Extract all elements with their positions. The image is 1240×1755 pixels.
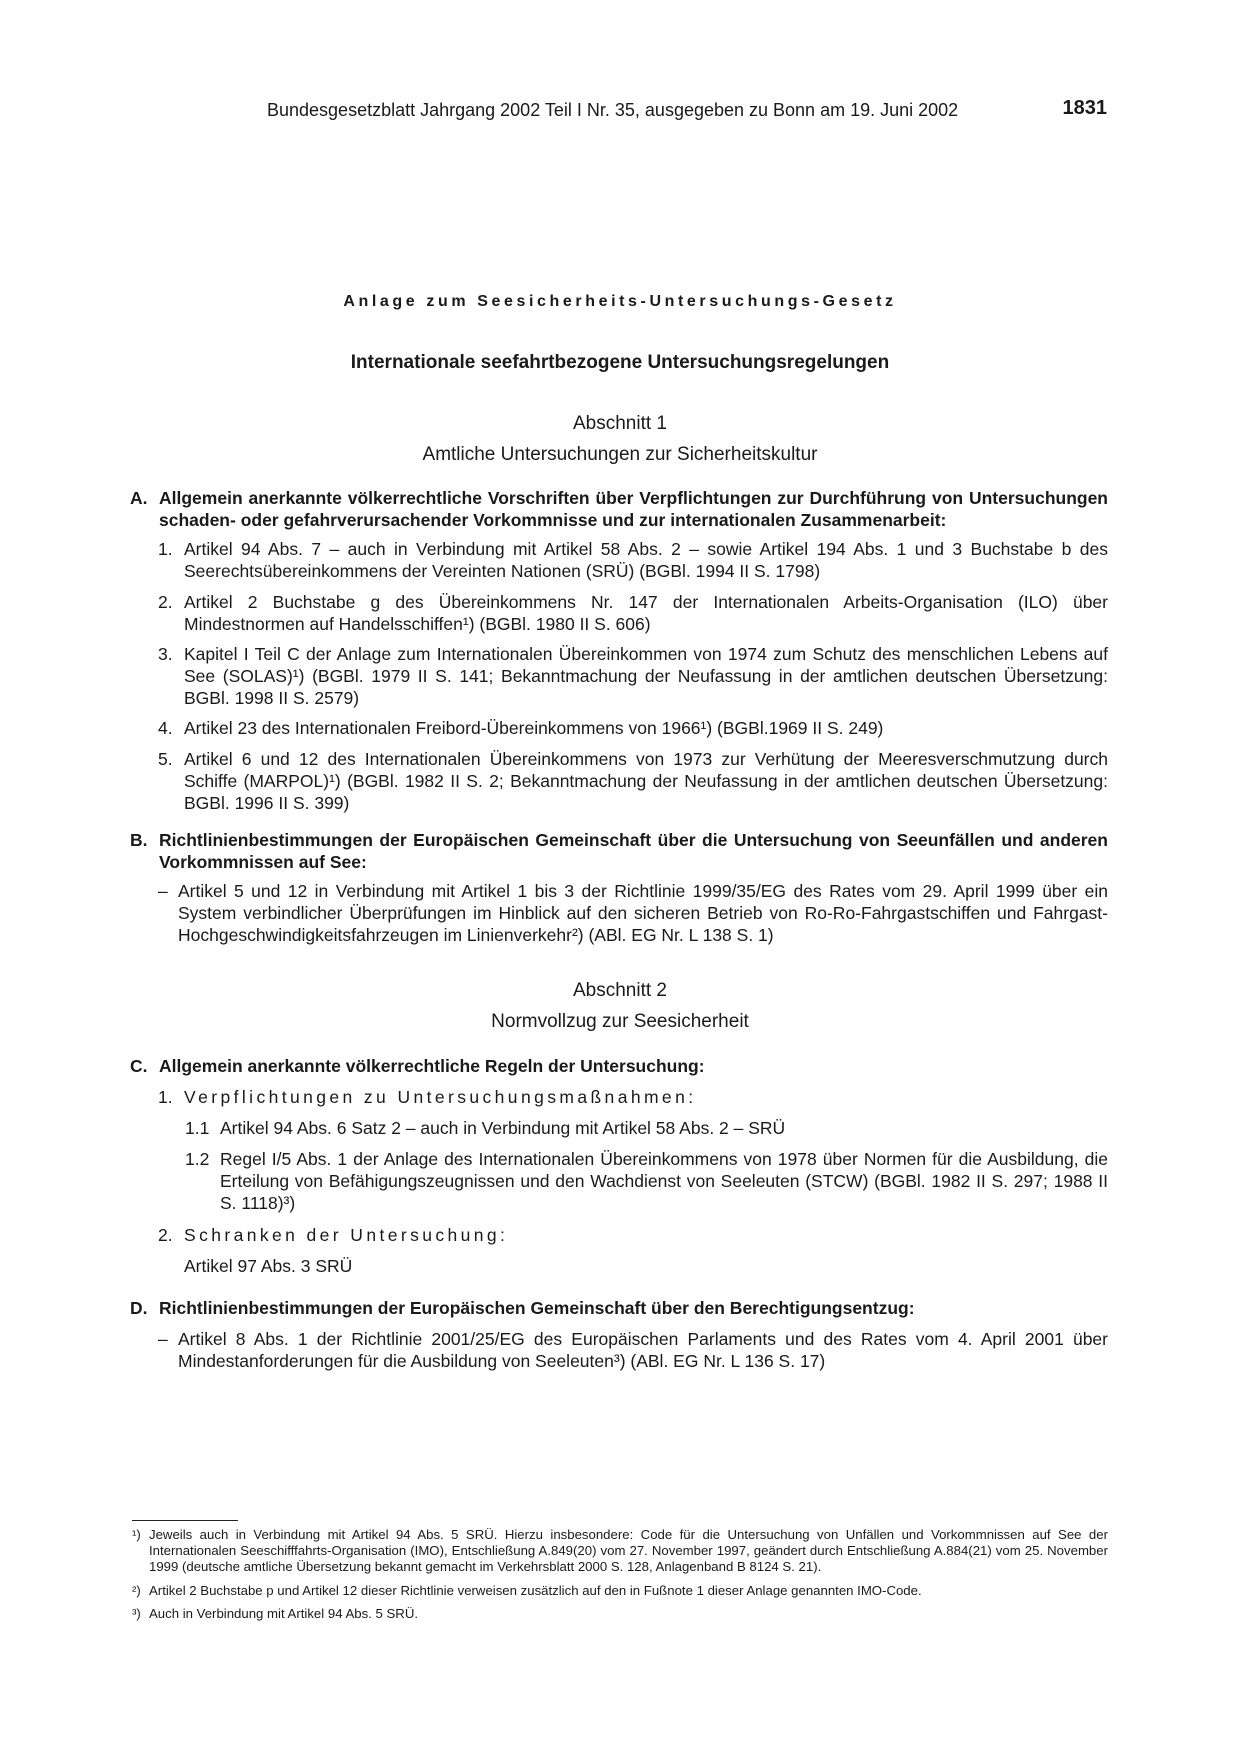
section-c-heading <box>130 1055 1108 1077</box>
anlage-title: Anlage zum Seesicherheits-Untersuchungs-Gesetz <box>343 293 897 310</box>
footnote-divider <box>132 1520 238 1521</box>
item-text: Verpflichtungen zu Untersuchungsmaßnahmen: <box>184 1087 697 1107</box>
list-item <box>158 748 1108 814</box>
item-number: 1. <box>158 1087 173 1107</box>
page-number: 1831 <box>1062 97 1107 119</box>
item-text: Kapitel I Teil C der Anlage zum Internationalen Übereinkommen von 1974 zum Schutz des menschlichen Lebens auf See (SOLAS)¹) (BGBl. 1979 II S. 141; Bekanntmachung der Neufassung in der amtlichen deutschen Übersetzung: BGBl. 1998 II S. 2579) <box>184 644 1108 708</box>
sub-item-number: 1.1 <box>185 1118 210 1138</box>
footnote-number: ²) <box>132 1583 141 1598</box>
section-title: Richtlinienbestimmungen der Europäischen Gemeinschaft über die Untersuchung von Seeunfällen und anderen Vorkommnissen auf See: <box>159 830 1108 872</box>
section-letter: C. <box>130 1056 148 1076</box>
section-b-heading <box>130 829 1108 873</box>
abschnitt-1-title: Amtliche Untersuchungen zur Sicherheitskultur <box>422 444 818 465</box>
footnote-number: ¹) <box>132 1527 141 1542</box>
document-subtitle: Internationale seefahrtbezogene Untersuchungsregelungen <box>350 352 890 373</box>
list-item <box>158 1224 1108 1246</box>
item-number: 5. <box>158 749 173 769</box>
section-letter: A. <box>130 488 148 508</box>
item-text: Artikel 2 Buchstabe g des Übereinkommens Nr. 147 der Internationalen Arbeits-Organisation (ILO) über Mindestnormen auf Handelsschiffen¹) (BGBl. 1980 II S. 606) <box>184 592 1108 634</box>
footnote-text: Jeweils auch in Verbindung mit Artikel 94 Abs. 5 SRÜ. Hierzu insbesondere: Code für die Untersuchung von Unfällen und Vorkommnissen auf See der Internationalen Seeschifffahrts-Organisation (IMO), Entschließung A.849(20) vom 27. November 1997, geändert durch Entschließung A.884(21) vom 25. November 1999 (deutsche amtliche Übersetzung bekannt gemacht im Verkehrsblatt 2000 S. 128, Anlagenband B 8124 S. 21). <box>149 1527 1108 1574</box>
abschnitt-2-title: Normvollzug zur Seesicherheit <box>491 1011 749 1032</box>
section-d-heading <box>130 1297 1108 1319</box>
item-text: Artikel 8 Abs. 1 der Richtlinie 2001/25/EG des Europäischen Parlaments und des Rates vom 4. April 2001 über Mindestanforderungen für die Ausbildung von Seeleuten³) (ABl. EG Nr. L 136 S. 17) <box>178 1329 1108 1371</box>
sub-item-text: Regel I/5 Abs. 1 der Anlage des Internationalen Übereinkommens von 1978 über Normen für die Ausbildung, die Erteilung von Befähigungszeugnissen und den Wachdienst von Seeleuten (STCW) (BGBl. 1982 II S. 297; 1988 II S. 1118)³) <box>220 1149 1108 1213</box>
section-letter: B. <box>130 830 148 850</box>
item-text: Artikel 6 und 12 des Internationalen Übereinkommens von 1973 zur Verhütung der Meeresverschmutzung durch Schiffe (MARPOL)¹) (BGBl. 1982 II S. 2; Bekanntmachung der Neufassung in der amtlichen deutschen Übersetzung: BGBl. 1996 II S. 399) <box>184 749 1108 813</box>
item-number: 3. <box>158 644 173 664</box>
footnote-text: Auch in Verbindung mit Artikel 94 Abs. 5 SRÜ. <box>149 1606 419 1621</box>
abschnitt-2-heading: Abschnitt 2 <box>573 980 667 1001</box>
section-letter: D. <box>130 1298 148 1318</box>
item-number: 4. <box>158 718 173 738</box>
sub-item <box>185 1117 1108 1139</box>
section-title: Richtlinienbestimmungen der Europäischen Gemeinschaft über den Berechtigungsentzug: <box>159 1298 915 1318</box>
item-text: Schranken der Untersuchung: <box>184 1225 509 1245</box>
item-dash: – <box>158 1329 168 1349</box>
item-text: Artikel 23 des Internationalen Freibord-Übereinkommens von 1966¹) (BGBl.1969 II S. 249) <box>184 718 884 738</box>
item-dash: – <box>158 881 168 901</box>
abschnitt-1-heading: Abschnitt 1 <box>573 413 667 434</box>
list-item <box>158 717 1108 739</box>
item-text: Artikel 5 und 12 in Verbindung mit Artikel 1 bis 3 der Richtlinie 1999/35/EG des Rates vom 29. April 1999 über ein System verbindlicher Überprüfungen im Hinblick auf den sicheren Betrieb von Ro-Ro-Fahrgastschiffen und Fahrgast-Hochgeschwindigkeitsfahrzeugen im Linienverkehr²) (ABl. EG Nr. L 138 S. 1) <box>178 881 1108 945</box>
sub-item-text: Artikel 94 Abs. 6 Satz 2 – auch in Verbindung mit Artikel 58 Abs. 2 – SRÜ <box>220 1118 786 1138</box>
item-detail-text: Artikel 97 Abs. 3 SRÜ <box>184 1256 353 1276</box>
header-text: Bundesgesetzblatt Jahrgang 2002 Teil I Nr. 35, ausgegeben zu Bonn am 19. Juni 2002 <box>267 100 959 120</box>
sub-item <box>185 1148 1108 1214</box>
list-item <box>158 643 1108 709</box>
section-a-heading <box>130 487 1108 531</box>
footnote <box>132 1583 1108 1599</box>
footnote <box>132 1527 1108 1575</box>
footnote-number: ³) <box>132 1606 141 1621</box>
sub-item-number: 1.2 <box>185 1149 210 1169</box>
list-item <box>158 538 1108 582</box>
item-number: 1. <box>158 539 173 559</box>
item-text: Artikel 94 Abs. 7 – auch in Verbindung mit Artikel 58 Abs. 2 – sowie Artikel 194 Abs. 1 und 3 Buchstabe b des Seerechtsübereinkommens der Vereinten Nationen (SRÜ) (BGBl. 1994 II S. 1798) <box>184 539 1108 581</box>
footnote <box>132 1606 1108 1622</box>
list-item-detail <box>158 1255 1108 1277</box>
list-item <box>158 1328 1108 1372</box>
section-title: Allgemein anerkannte völkerrechtliche Vorschriften über Verpflichtungen zur Durchführung von Untersuchungen schaden- oder gefahrverursachender Vorkommnisse und zur internationalen Zusammenarbeit: <box>159 488 1108 530</box>
footnote-text: Artikel 2 Buchstabe p und Artikel 12 dieser Richtlinie verweisen zusätzlich auf den in Fußnote 1 dieser Anlage genannten IMO-Code. <box>149 1583 922 1598</box>
section-title: Allgemein anerkannte völkerrechtliche Regeln der Untersuchung: <box>159 1056 705 1076</box>
list-item <box>158 880 1108 946</box>
item-number: 2. <box>158 592 173 612</box>
list-item <box>158 1086 1108 1108</box>
item-number: 2. <box>158 1225 173 1245</box>
page-header <box>267 97 1107 127</box>
list-item <box>158 591 1108 635</box>
